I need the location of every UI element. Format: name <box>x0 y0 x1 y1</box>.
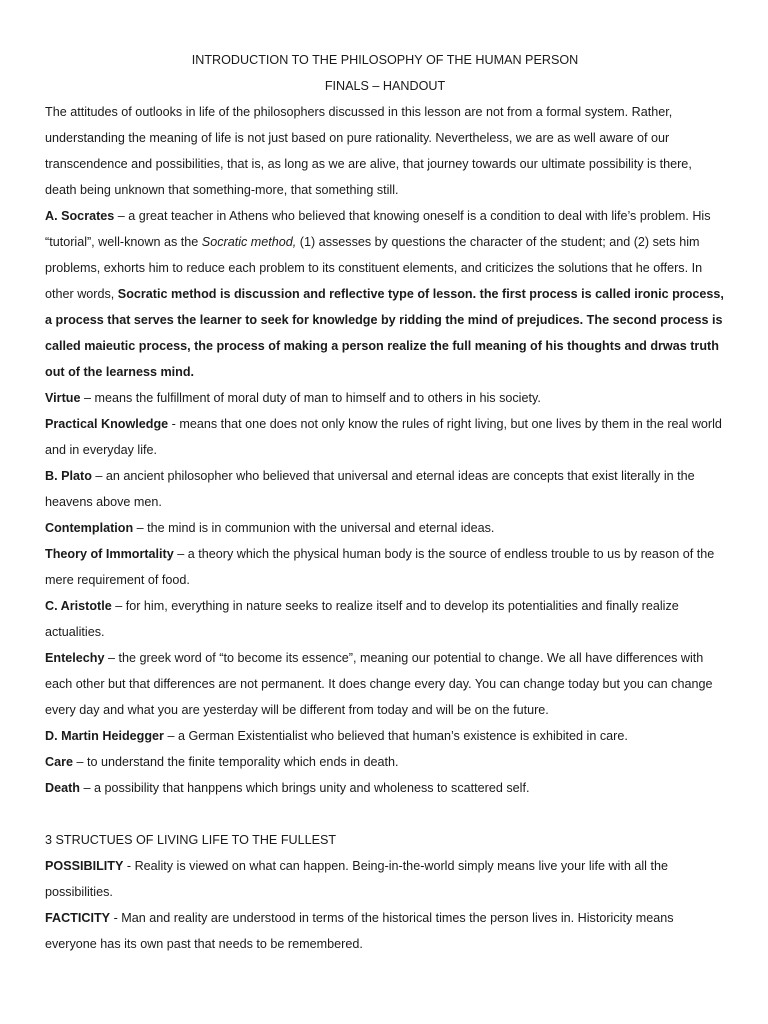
term-definition: – means the fulfillment of moral duty of man to himself and to others in his society. <box>80 391 541 405</box>
term-paragraph <box>45 463 725 515</box>
socrates-paragraph <box>45 203 725 385</box>
term-paragraph <box>45 593 725 645</box>
socrates-bold: Socratic method is discussion and reflective type of lesson. the first process is called ironic process, a process that serves the learner to seek for knowledge by ridding the mind of prejudices. The second process is called maieutic process, the process of making a person realize the full meaning of his thoughts and drwas truth out of the learness mind. <box>45 287 724 379</box>
term-paragraph <box>45 541 725 593</box>
term-name: C. Aristotle <box>45 599 112 613</box>
structure-paragraph <box>45 853 725 905</box>
socrates-text: – a great teacher in Athens who believed that knowing oneself is a condition to deal with life’s problem. His “tutorial”, well-known as the <box>45 209 711 249</box>
term-definition: – a theory which the physical human body is the source of endless trouble to us by reason of the mere requirement of food. <box>45 547 715 587</box>
term-name: Practical Knowledge <box>45 417 169 431</box>
document-content <box>45 47 725 957</box>
document-title: INTRODUCTION TO THE PHILOSOPHY OF THE HUMAN PERSON <box>191 53 579 67</box>
blank-line <box>45 801 725 827</box>
structure-paragraph <box>45 905 725 957</box>
term-name: Death <box>45 781 80 795</box>
term-name: Theory of Immortality <box>45 547 174 561</box>
structure-definition: - Reality is viewed on what can happen. Being-in-the-world simply means live your life with all the possibilities. <box>45 859 668 899</box>
document-subtitle: FINALS – HANDOUT <box>324 79 446 93</box>
socrates-heading: A. Socrates <box>45 209 115 223</box>
term-paragraph <box>45 723 725 749</box>
term-paragraph <box>45 411 725 463</box>
structure-name: FACTICITY <box>45 911 111 925</box>
structure-definition: - Man and reality are understood in terms of the historical times the person lives in. Historicity means everyone has its own past that needs to be remembered. <box>45 911 674 951</box>
socrates-text-2: (1) assesses by questions the character of the student; and (2) sets him problems, exhorts him to reduce each problem to its constituent elements, and criticizes the solutions that he offers. In other words, <box>45 235 703 301</box>
term-definition: - means that one does not only know the rules of right living, but one lives by them in the real world and in everyday life. <box>45 417 722 457</box>
section-title: 3 STRUCTUES OF LIVING LIFE TO THE FULLEST <box>45 833 337 847</box>
term-definition: – a possibility that hanppens which brings unity and wholeness to scattered self. <box>80 781 530 795</box>
term-definition: – the mind is in communion with the universal and eternal ideas. <box>133 521 495 535</box>
term-name: Virtue <box>45 391 81 405</box>
term-paragraph <box>45 385 725 411</box>
term-definition: – for him, everything in nature seeks to realize itself and to develop its potentialities and finally realize actualities. <box>45 599 679 639</box>
term-paragraph <box>45 775 725 801</box>
term-definition: – the greek word of “to become its essence”, meaning our potential to change. We all have differences with each other but that differences are not permanent. It does change every day. You can change today but you can change every day and what you are yesterday will be different from today and will be on the future. <box>45 651 713 717</box>
socrates-italic: Socratic method, <box>201 235 297 249</box>
term-paragraph <box>45 749 725 775</box>
intro-paragraph: The attitudes of outlooks in life of the philosophers discussed in this lesson are not from a formal system. Rather, understanding the meaning of life is not just based on pure rationality. Nevertheless, we are as well aware of our transcendence and possibilities, that is, as long as we are alive, that journey towards our ultimate possibility is there, death being unknown that something-more, that something still. <box>45 105 692 197</box>
term-name: Contemplation <box>45 521 134 535</box>
term-definition: – to understand the finite temporality which ends in death. <box>73 755 399 769</box>
term-definition: – an ancient philosopher who believed that universal and eternal ideas are concepts that exist literally in the heavens above men. <box>45 469 695 509</box>
term-paragraph <box>45 515 725 541</box>
term-name: B. Plato <box>45 469 92 483</box>
term-definition: – a German Existentialist who believed that human’s existence is exhibited in care. <box>163 729 628 743</box>
term-name: Entelechy <box>45 651 105 665</box>
structure-name: POSSIBILITY <box>45 859 124 873</box>
term-paragraph <box>45 645 725 723</box>
term-name: D. Martin Heidegger <box>45 729 164 743</box>
term-name: Care <box>45 755 74 769</box>
